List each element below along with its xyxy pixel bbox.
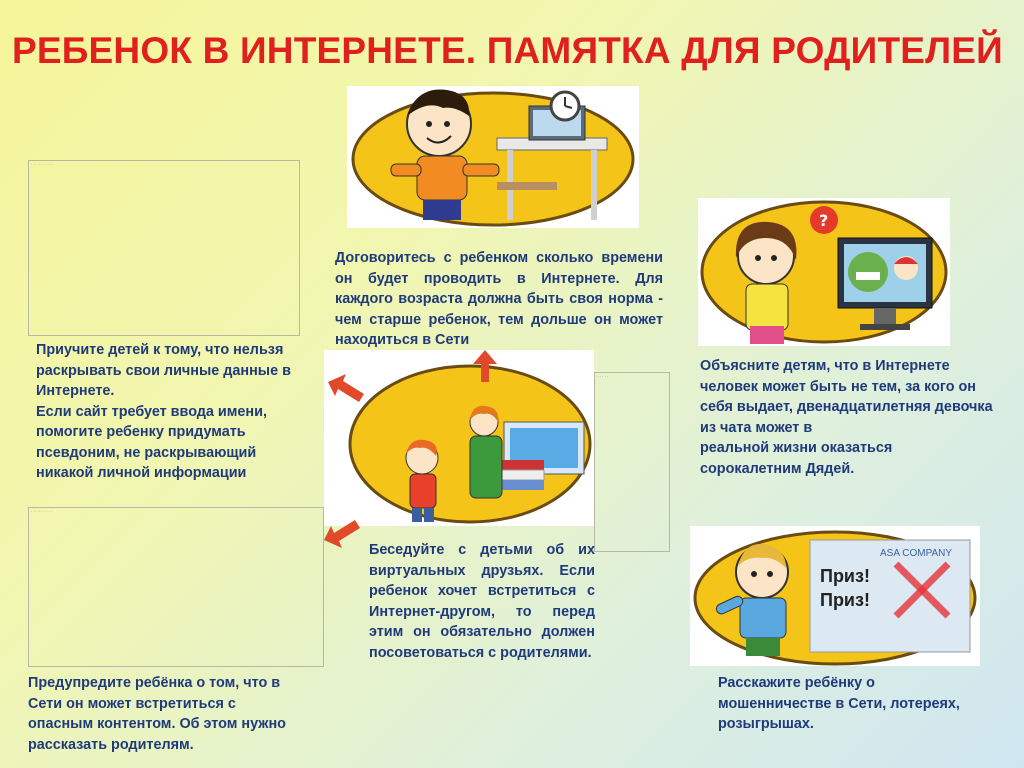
image-placeholder-frame	[28, 507, 324, 667]
boy-at-computer-icon	[347, 86, 639, 228]
svg-text:?: ?	[819, 211, 829, 230]
tip-stranger-line1: Объясните детям, что в Интернете человек может быть не тем, за кого он себя выдает, двенадцатилетняя девочка из чата может в	[700, 358, 993, 436]
tip-personal-data-line1: Приучите детей к тому, что нельзя раскрывать свои личные данные в Интернете.	[36, 342, 291, 399]
boy-prize-scam-icon	[690, 526, 980, 666]
red-arrow-icon	[470, 348, 500, 384]
prize-scam-illustration	[690, 526, 980, 666]
placeholder-caption: · · · · · · · · ·	[31, 162, 53, 167]
prize-label-1: Приз!	[820, 566, 870, 586]
girl-and-monster-illustration	[698, 198, 950, 346]
red-arrow-icon	[326, 372, 366, 408]
placeholder-caption: · · · · ·	[597, 374, 609, 379]
tip-friends-text: Беседуйте с детьми об их виртуальных друзьях. Если ребенок хочет встретиться с Интернет-другом, то перед этим он обязательно должен посоветоваться с родителями.	[369, 542, 595, 661]
tip-personal-data-text	[36, 340, 306, 484]
tip-content-text: Предупредите ребёнка о том, что в Сети он может встретиться с опасным контентом. Об этом нужно рассказать родителям.	[28, 675, 286, 753]
girl-and-monster-screen-icon	[698, 198, 950, 346]
page-title: РЕБЕНОК В ИНТЕРНЕТЕ. ПАМЯТКА ДЛЯ РОДИТЕЛЕЙ	[12, 30, 1003, 71]
tip-personal-data-line2: Если сайт требует ввода имени, помогите ребенку придумать псевдоним, не раскрывающий никакой личной информации	[36, 403, 267, 481]
image-placeholder-frame	[594, 372, 670, 552]
company-label: ASA COMPANY	[880, 548, 953, 559]
image-placeholder-frame	[28, 160, 300, 336]
tip-time-text: Договоритесь с ребенком сколько времени он будет проводить в Интернете. Для каждого возраста должна быть своя норма - чем старше ребенок, тем дольше он может находиться в Сети	[335, 250, 663, 348]
tip-stranger-line3: сорокалетним Дядей.	[700, 460, 855, 477]
placeholder-caption: · · · · · · · · ·	[31, 509, 53, 514]
boy-at-computer-illustration	[347, 86, 639, 228]
tip-stranger-line2: реальной жизни оказаться	[700, 440, 893, 456]
tip-stranger-text	[700, 356, 1000, 479]
tip-fraud-text: Расскажите ребёнку о мошенничестве в Сети, лотереях, розыгрышах.	[718, 675, 960, 732]
prize-label-2: Приз!	[820, 590, 870, 610]
red-arrow-icon	[322, 514, 362, 550]
